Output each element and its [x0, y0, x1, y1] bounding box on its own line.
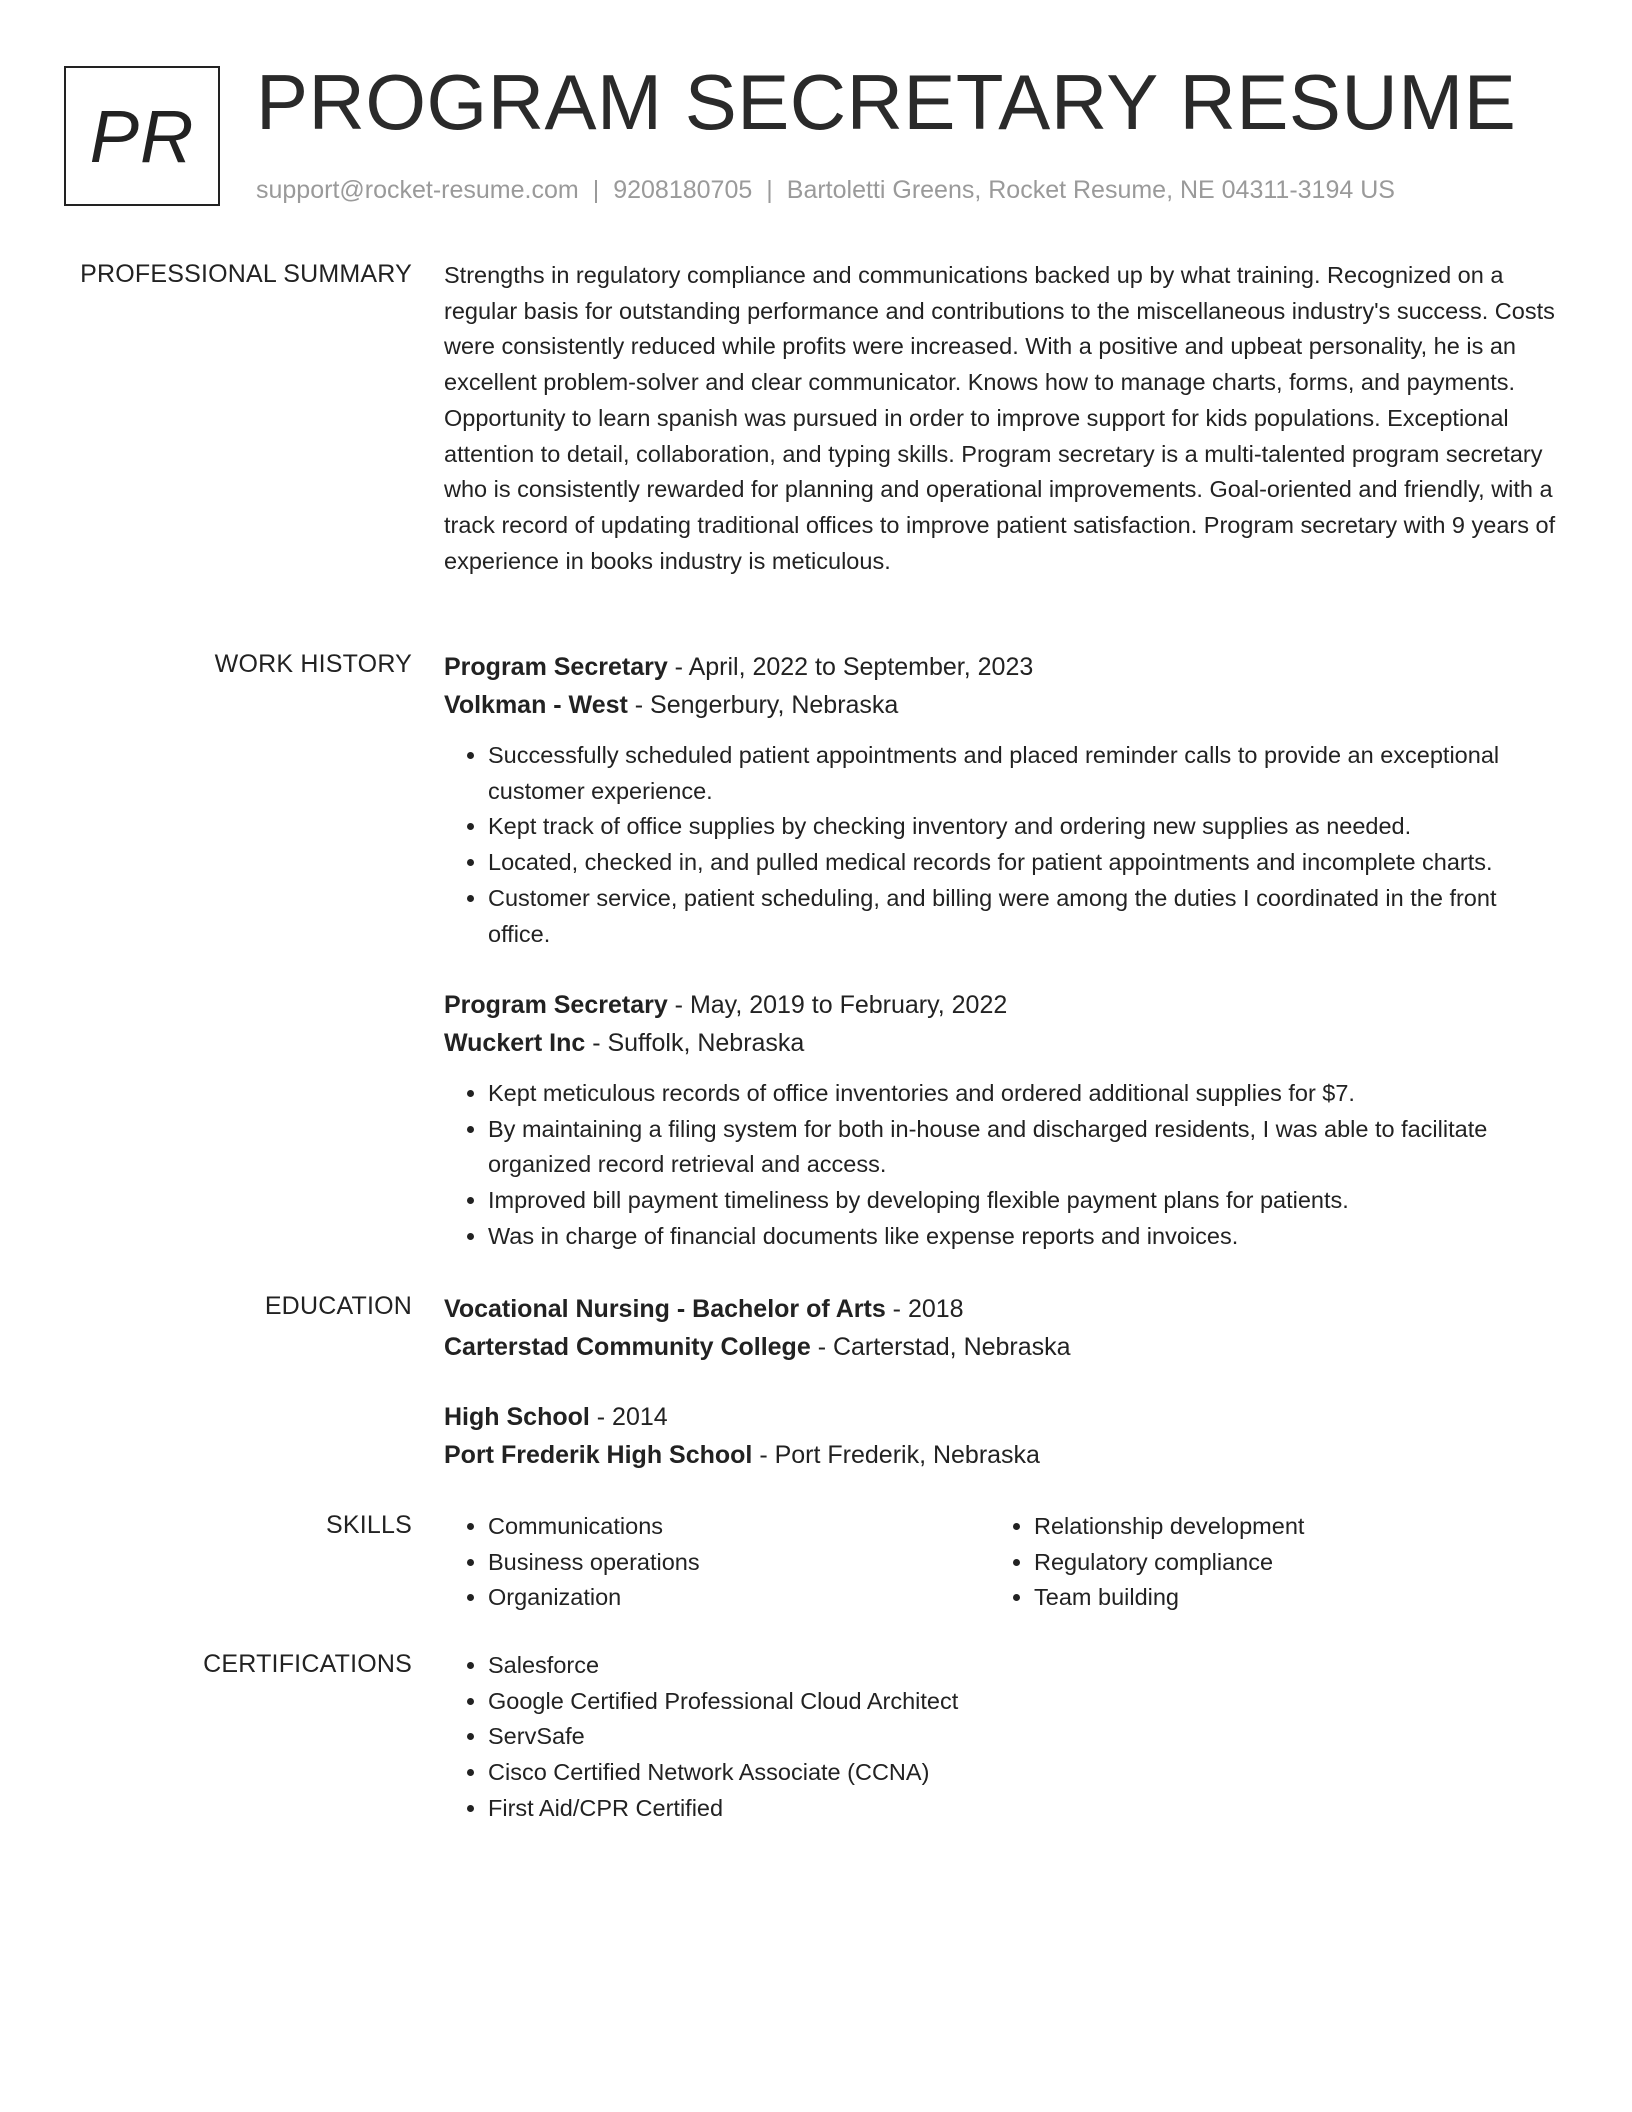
certification-item: • ServSafe — [488, 1719, 1560, 1755]
job-dates: - May, 2019 to February, 2022 — [667, 991, 1008, 1019]
education-location: - Carterstad, Nebraska — [810, 1333, 1071, 1361]
contact-separator: | — [766, 176, 773, 204]
education-school-line — [444, 1436, 1560, 1474]
section-label-work-history: WORK HISTORY — [214, 650, 412, 678]
job-title: Program Secretary — [444, 991, 668, 1019]
job-location: - Sengerbury, Nebraska — [627, 691, 899, 719]
education-body — [444, 1290, 1560, 1469]
skill-item: • Organization — [488, 1580, 990, 1616]
contact-separator: | — [592, 176, 600, 204]
job-duty: • Customer service, patient scheduling, and billing were among the duties I coordinated in the front office. — [488, 881, 1560, 952]
work-history-body — [444, 648, 1560, 1249]
job-duty: • Located, checked in, and pulled medical records for patient appointments and incomplete charts. — [488, 845, 1560, 881]
certification-item: • Salesforce — [488, 1648, 1560, 1684]
certification-item: • Google Certified Professional Cloud Architect — [488, 1684, 1560, 1720]
job-company-line — [444, 686, 1560, 724]
contact-address: Bartoletti Greens, Rocket Resume, NE 04311-3194 US — [786, 176, 1395, 204]
skill-item: • Regulatory compliance — [1034, 1545, 1536, 1581]
education-degree: High School — [444, 1403, 590, 1431]
section-label-certifications: CERTIFICATIONS — [203, 1650, 412, 1678]
job-duty: • Kept meticulous records of office inventories and ordered additional supplies for $7. — [488, 1076, 1560, 1112]
education-school: Port Frederik High School — [444, 1441, 753, 1469]
skills-column — [990, 1509, 1536, 1616]
education-school: Carterstad Community College — [444, 1333, 811, 1361]
education-entry — [444, 1398, 1560, 1474]
job-company: Wuckert Inc — [444, 1029, 586, 1057]
job-entry — [444, 986, 1560, 1255]
summary-text: Strengths in regulatory compliance and communications backed up by what training. Recognized on a regular basis for outstanding performance and contributions to the miscellaneous industry's success. Costs were consistently reduced while profits were increased. With a positive and upbeat personality, he is an excellent problem-solver and clear communicator. Knows how to manage charts, forms, and payments. Opportunity to learn spanish was pursued in order to improve support for kids populations. Exceptional attention to detail, collaboration, and typing skills. Program secretary is a multi-talented program secretary who is consistently rewarded for planning and operational improvements. Goal-oriented and friendly, with a track record of updating traditional offices to improve patient satisfaction. Program secretary with 9 years of experience in books industry is meticulous. — [444, 262, 1556, 574]
job-duty: • Successfully scheduled patient appointments and placed reminder calls to provide an exceptional customer experience. — [488, 738, 1560, 809]
skills-body — [444, 1509, 1560, 1616]
contact-email: support@rocket-resume.com — [256, 176, 579, 204]
job-duties-list — [444, 1076, 1560, 1255]
job-title-line — [444, 986, 1560, 1024]
section-label-education: EDUCATION — [264, 1292, 412, 1320]
education-location: - Port Frederik, Nebraska — [752, 1441, 1040, 1469]
job-entry — [444, 648, 1560, 952]
certification-item: • Cisco Certified Network Associate (CCNA) — [488, 1755, 1560, 1791]
education-year: - 2018 — [885, 1295, 964, 1323]
contact-line — [256, 174, 1395, 206]
contact-phone: 9208180705 — [613, 176, 753, 204]
section-label-skills: SKILLS — [326, 1511, 412, 1539]
job-title-line — [444, 648, 1560, 686]
skill-item: • Communications — [488, 1509, 990, 1545]
job-dates: - April, 2022 to September, 2023 — [667, 653, 1034, 681]
summary-body — [444, 258, 1560, 579]
certification-item: • First Aid/CPR Certified — [488, 1791, 1560, 1827]
education-degree-line — [444, 1398, 1560, 1436]
education-degree: Vocational Nursing - Bachelor of Arts — [444, 1295, 886, 1323]
monogram-box — [64, 66, 220, 206]
job-duties-list — [444, 738, 1560, 952]
skills-column — [444, 1509, 990, 1616]
job-location: - Suffolk, Nebraska — [585, 1029, 805, 1057]
education-year: - 2014 — [589, 1403, 668, 1431]
resume-title: PROGRAM SECRETARY RESUME — [256, 58, 1517, 146]
job-duty: • By maintaining a filing system for both in-house and discharged residents, I was able to facilitate organized record retrieval and access. — [488, 1112, 1560, 1183]
section-label-summary: PROFESSIONAL SUMMARY — [80, 260, 412, 288]
certifications-body — [444, 1648, 1560, 1827]
skill-item: • Relationship development — [1034, 1509, 1536, 1545]
skills-list — [444, 1509, 990, 1616]
skill-item: • Business operations — [488, 1545, 990, 1581]
education-degree-line — [444, 1290, 1560, 1328]
education-school-line — [444, 1328, 1560, 1366]
job-duty: • Was in charge of financial documents like expense reports and invoices. — [488, 1219, 1560, 1255]
education-entry — [444, 1290, 1560, 1366]
job-company: Volkman - West — [444, 691, 628, 719]
monogram-initials: PR — [89, 94, 195, 178]
job-duty: • Kept track of office supplies by checking inventory and ordering new supplies as needed. — [488, 809, 1560, 845]
job-title: Program Secretary — [444, 653, 668, 681]
skills-grid — [444, 1509, 1560, 1616]
job-duty: • Improved bill payment timeliness by developing flexible payment plans for patients. — [488, 1183, 1560, 1219]
skills-list — [990, 1509, 1536, 1616]
skill-item: • Team building — [1034, 1580, 1536, 1616]
certifications-list — [444, 1648, 1560, 1827]
job-company-line — [444, 1024, 1560, 1062]
